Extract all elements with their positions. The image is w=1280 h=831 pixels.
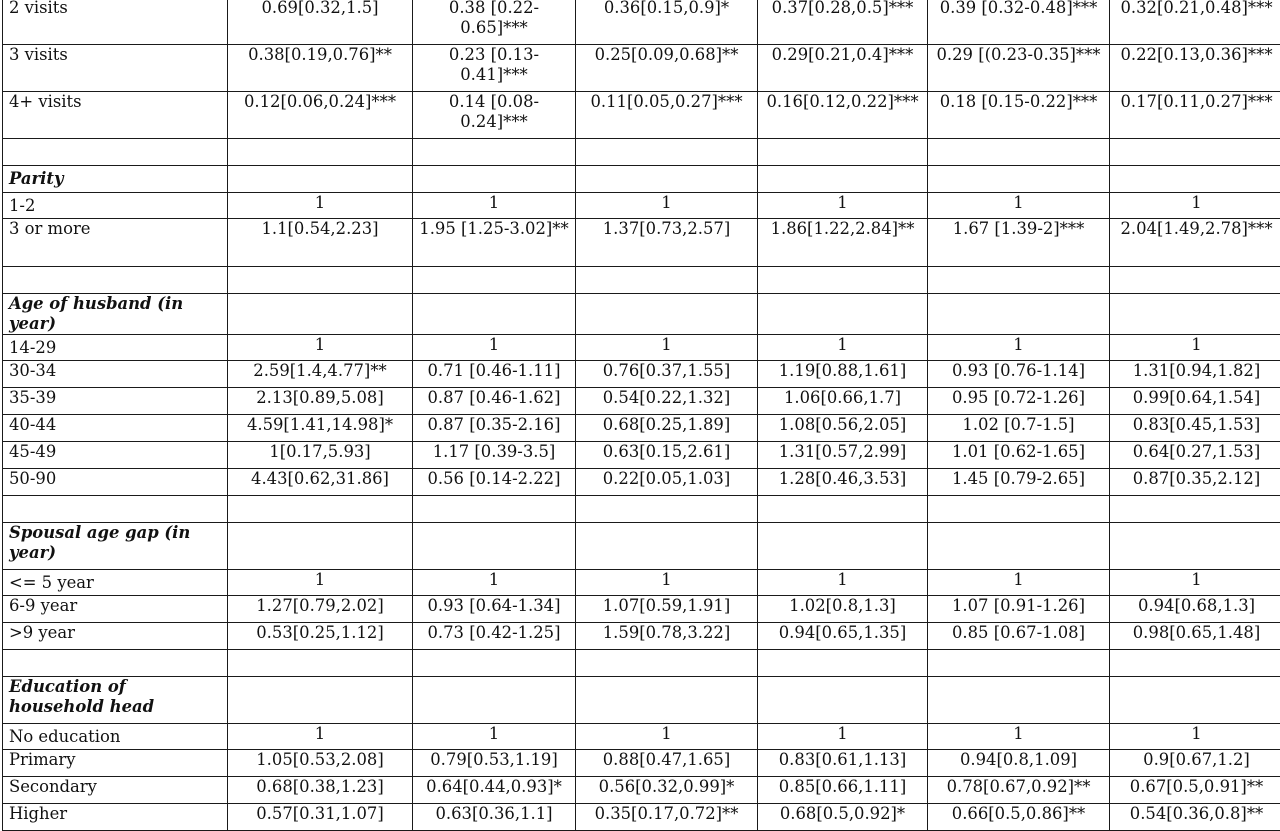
table-row (3, 804, 1280, 831)
table-cell (758, 139, 928, 166)
table-cell (928, 267, 1110, 294)
section-header-row (3, 677, 1280, 724)
table-cell: 0.57[0.31,1.07] (228, 804, 413, 831)
row-label: 4+ visits (3, 92, 228, 139)
table-cell: 0.39 [0.32-0.48]*** (928, 0, 1110, 45)
table-cell: 0.71 [0.46-1.11] (413, 361, 576, 388)
table-cell: 0.9[0.67,1.2] (1110, 750, 1280, 777)
table-cell: 1.27[0.79,2.02] (228, 596, 413, 623)
table-row (3, 335, 1280, 361)
table-cell (1110, 523, 1280, 570)
table-cell: 0.66[0.5,0.86]** (928, 804, 1110, 831)
spacer-row (3, 139, 1280, 166)
table-cell: 0.99[0.64,1.54] (1110, 388, 1280, 415)
table-cell: 0.38 [0.22-0.65]*** (413, 0, 576, 45)
table-cell: 0.25[0.09,0.68]** (576, 45, 758, 92)
table-cell: 1.17 [0.39-3.5] (413, 442, 576, 469)
table-cell (928, 139, 1110, 166)
table-cell (576, 294, 758, 335)
table-cell: 1 (228, 193, 413, 219)
section-header-row (3, 294, 1280, 335)
table-cell: 1.08[0.56,2.05] (758, 415, 928, 442)
row-label (3, 496, 228, 523)
table-cell: 2.13[0.89,5.08] (228, 388, 413, 415)
row-label (3, 139, 228, 166)
row-label: 6-9 year (3, 596, 228, 623)
table-cell: 2.59[1.4,4.77]** (228, 361, 413, 388)
section-title-age-of-husband: Age of husband (in year) (3, 294, 228, 335)
table-cell: 0.36[0.15,0.9]* (576, 0, 758, 45)
table-cell (576, 267, 758, 294)
table-cell: 1.01 [0.62-1.65] (928, 442, 1110, 469)
table-cell (758, 267, 928, 294)
table-cell (928, 496, 1110, 523)
table-cell: 0.38[0.19,0.76]** (228, 45, 413, 92)
table-cell: 1 (576, 724, 758, 750)
section-title-parity: Parity (3, 166, 228, 193)
table-cell (413, 139, 576, 166)
table-cell (576, 677, 758, 724)
table-cell: 0.76[0.37,1.55] (576, 361, 758, 388)
spacer-row (3, 496, 1280, 523)
table-cell: 1.37[0.73,2.57] (576, 219, 758, 267)
table-row (3, 361, 1280, 388)
table-cell (576, 496, 758, 523)
table-cell: 0.56 [0.14-2.22] (413, 469, 576, 496)
table-cell: 0.87[0.35,2.12] (1110, 469, 1280, 496)
spacer-row (3, 267, 1280, 294)
table-cell: 0.68[0.38,1.23] (228, 777, 413, 804)
table-row (3, 724, 1280, 750)
row-label: <= 5 year (3, 570, 228, 596)
table-cell (1110, 650, 1280, 677)
table-cell (413, 496, 576, 523)
table-cell (928, 650, 1110, 677)
table-cell: 0.12[0.06,0.24]*** (228, 92, 413, 139)
table-cell: 1.02[0.8,1.3] (758, 596, 928, 623)
table-row (3, 596, 1280, 623)
table-cell: 0.85 [0.67-1.08] (928, 623, 1110, 650)
table-cell: 1.67 [1.39-2]*** (928, 219, 1110, 267)
table-cell (576, 523, 758, 570)
table-cell (413, 166, 576, 193)
table-cell: 1 (413, 570, 576, 596)
table-row (3, 415, 1280, 442)
table-cell: 1 (228, 570, 413, 596)
table-cell (413, 294, 576, 335)
table-cell: 1.31[0.57,2.99] (758, 442, 928, 469)
table-cell: 0.68[0.5,0.92]* (758, 804, 928, 831)
table-row (3, 777, 1280, 804)
table-cell (228, 650, 413, 677)
odds-ratio-table (2, 0, 1280, 831)
table-cell: 1.02 [0.7-1.5] (928, 415, 1110, 442)
table-cell (758, 496, 928, 523)
table-cell: 0.22[0.05,1.03] (576, 469, 758, 496)
table-cell: 0.32[0.21,0.48]*** (1110, 0, 1280, 45)
table-cell (228, 139, 413, 166)
table-cell: 1 (1110, 570, 1280, 596)
table-cell: 1.1[0.54,2.23] (228, 219, 413, 267)
table-cell (928, 294, 1110, 335)
table-cell (1110, 677, 1280, 724)
table-row (3, 623, 1280, 650)
table-cell: 0.11[0.05,0.27]*** (576, 92, 758, 139)
table-cell: 0.53[0.25,1.12] (228, 623, 413, 650)
table-cell (1110, 166, 1280, 193)
row-label: 2 visits (3, 0, 228, 45)
table-row (3, 219, 1280, 267)
table-cell: 0.22[0.13,0.36]*** (1110, 45, 1280, 92)
table-cell: 0.95 [0.72-1.26] (928, 388, 1110, 415)
table-cell: 1.06[0.66,1.7] (758, 388, 928, 415)
table-cell: 0.54[0.36,0.8]** (1110, 804, 1280, 831)
table-cell: 1 (576, 335, 758, 361)
table-cell (228, 166, 413, 193)
table-cell: 1 (928, 193, 1110, 219)
table-cell (228, 523, 413, 570)
table-cell: 0.18 [0.15-0.22]*** (928, 92, 1110, 139)
table-cell: 0.85[0.66,1.11] (758, 777, 928, 804)
row-label: >9 year (3, 623, 228, 650)
table-cell: 0.16[0.12,0.22]*** (758, 92, 928, 139)
table-cell: 1 (413, 193, 576, 219)
table-cell: 1.95 [1.25-3.02]** (413, 219, 576, 267)
table-cell: 1.28[0.46,3.53] (758, 469, 928, 496)
table-cell: 0.23 [0.13-0.41]*** (413, 45, 576, 92)
table-cell: 0.78[0.67,0.92]** (928, 777, 1110, 804)
table-cell: 1 (1110, 724, 1280, 750)
table-cell (228, 267, 413, 294)
table-cell: 0.87 [0.35-2.16] (413, 415, 576, 442)
table-cell: 1 (758, 724, 928, 750)
table-cell: 0.69[0.32,1.5] (228, 0, 413, 45)
table-row (3, 469, 1280, 496)
table-cell (928, 677, 1110, 724)
table-cell: 0.64[0.27,1.53] (1110, 442, 1280, 469)
table-cell (413, 677, 576, 724)
table-cell: 0.64[0.44,0.93]* (413, 777, 576, 804)
row-label: No education (3, 724, 228, 750)
table-cell: 2.04[1.49,2.78]*** (1110, 219, 1280, 267)
table-cell (413, 267, 576, 294)
table-cell: 0.73 [0.42-1.25] (413, 623, 576, 650)
table-cell (228, 294, 413, 335)
table-cell (576, 139, 758, 166)
table-cell: 1 (576, 193, 758, 219)
table-cell: 1.45 [0.79-2.65] (928, 469, 1110, 496)
table-cell: 0.94[0.68,1.3] (1110, 596, 1280, 623)
table-cell: 1 (413, 724, 576, 750)
section-title-spousal-age-gap: Spousal age gap (in year) (3, 523, 228, 570)
table-cell: 0.14 [0.08-0.24]*** (413, 92, 576, 139)
table-cell: 1 (758, 570, 928, 596)
table-cell: 1 (228, 724, 413, 750)
table-cell: 1.05[0.53,2.08] (228, 750, 413, 777)
table-cell: 0.94[0.8,1.09] (928, 750, 1110, 777)
row-label: 14-29 (3, 335, 228, 361)
table-cell: 1 (228, 335, 413, 361)
table-cell: 0.35[0.17,0.72]** (576, 804, 758, 831)
table-cell (758, 294, 928, 335)
table-cell: 0.67[0.5,0.91]** (1110, 777, 1280, 804)
table-cell (576, 166, 758, 193)
table-cell: 1.07[0.59,1.91] (576, 596, 758, 623)
table-cell (576, 650, 758, 677)
table-cell (1110, 496, 1280, 523)
row-label: 45-49 (3, 442, 228, 469)
section-title-education-household-head: Education of household head (3, 677, 228, 724)
table-cell: 1[0.17,5.93] (228, 442, 413, 469)
table-cell: 0.54[0.22,1.32] (576, 388, 758, 415)
table-cell (413, 650, 576, 677)
table-row (3, 388, 1280, 415)
table-row (3, 0, 1280, 45)
table-cell: 0.29 [(0.23-0.35]*** (928, 45, 1110, 92)
table-cell: 0.88[0.47,1.65] (576, 750, 758, 777)
table-cell: 0.37[0.28,0.5]*** (758, 0, 928, 45)
table-cell (1110, 139, 1280, 166)
row-label: 50-90 (3, 469, 228, 496)
row-label: 3 visits (3, 45, 228, 92)
table-cell (758, 166, 928, 193)
table-cell: 0.98[0.65,1.48] (1110, 623, 1280, 650)
table-cell: 1 (758, 335, 928, 361)
section-header-row (3, 166, 1280, 193)
table-cell (228, 677, 413, 724)
row-label: Secondary (3, 777, 228, 804)
table-row (3, 193, 1280, 219)
table-cell: 0.79[0.53,1.19] (413, 750, 576, 777)
table-cell (928, 523, 1110, 570)
table-cell: 0.94[0.65,1.35] (758, 623, 928, 650)
table-row (3, 570, 1280, 596)
row-label: 1-2 (3, 193, 228, 219)
table-cell (758, 523, 928, 570)
table-cell (1110, 267, 1280, 294)
row-label: 30-34 (3, 361, 228, 388)
table-cell: 0.63[0.15,2.61] (576, 442, 758, 469)
table-cell: 0.93 [0.76-1.14] (928, 361, 1110, 388)
spacer-row (3, 650, 1280, 677)
table-cell (413, 523, 576, 570)
table-cell: 1 (758, 193, 928, 219)
row-label (3, 650, 228, 677)
table-cell: 4.43[0.62,31.86] (228, 469, 413, 496)
table-cell: 1.86[1.22,2.84]** (758, 219, 928, 267)
table-row (3, 442, 1280, 469)
section-header-row (3, 523, 1280, 570)
table-cell: 0.29[0.21,0.4]*** (758, 45, 928, 92)
table-cell: 0.63[0.36,1.1] (413, 804, 576, 831)
table-cell: 1.59[0.78,3.22] (576, 623, 758, 650)
table-cell: 0.56[0.32,0.99]* (576, 777, 758, 804)
table-cell: 0.87 [0.46-1.62] (413, 388, 576, 415)
table-cell: 0.83[0.61,1.13] (758, 750, 928, 777)
row-label (3, 267, 228, 294)
table-cell: 1.19[0.88,1.61] (758, 361, 928, 388)
table-cell: 1 (928, 570, 1110, 596)
table-cell (1110, 294, 1280, 335)
table-cell: 0.17[0.11,0.27]*** (1110, 92, 1280, 139)
table-cell: 4.59[1.41,14.98]* (228, 415, 413, 442)
table-cell (758, 650, 928, 677)
row-label: Primary (3, 750, 228, 777)
table-cell: 0.93 [0.64-1.34] (413, 596, 576, 623)
row-label: 3 or more (3, 219, 228, 267)
table-row (3, 92, 1280, 139)
table-cell: 1 (576, 570, 758, 596)
table-cell (928, 166, 1110, 193)
table-row (3, 750, 1280, 777)
table-cell: 1.31[0.94,1.82] (1110, 361, 1280, 388)
table-cell: 1 (1110, 335, 1280, 361)
row-label: Higher (3, 804, 228, 831)
table-cell: 0.83[0.45,1.53] (1110, 415, 1280, 442)
table-cell (758, 677, 928, 724)
table-cell: 1 (413, 335, 576, 361)
table-cell: 1 (928, 724, 1110, 750)
table-cell (228, 496, 413, 523)
table-cell: 1.07 [0.91-1.26] (928, 596, 1110, 623)
row-label: 35-39 (3, 388, 228, 415)
table-cell: 1 (1110, 193, 1280, 219)
table-cell: 1 (928, 335, 1110, 361)
table-row (3, 45, 1280, 92)
row-label: 40-44 (3, 415, 228, 442)
table-cell: 0.68[0.25,1.89] (576, 415, 758, 442)
